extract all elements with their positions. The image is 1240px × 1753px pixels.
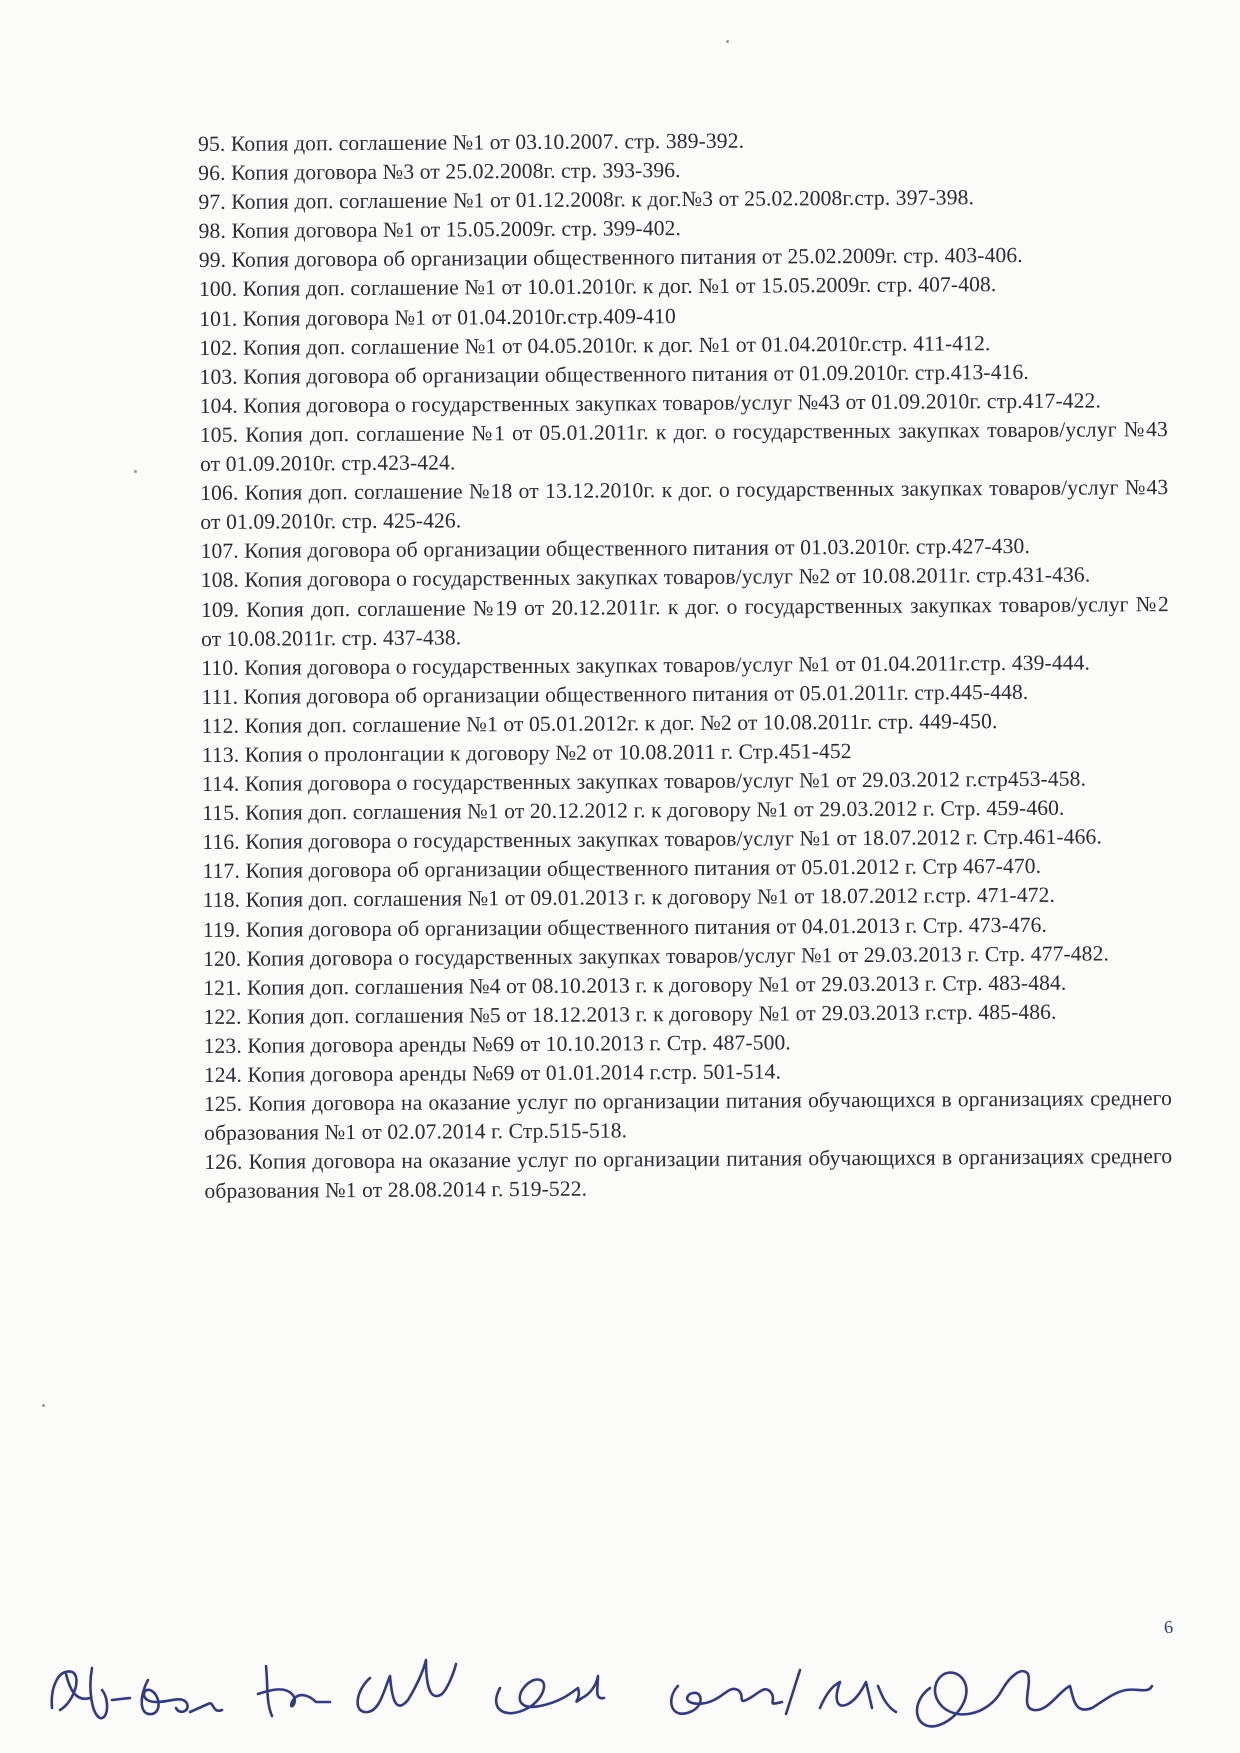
list-item: 122. Копия доп. соглашения №5 от 18.12.2013 г. к договору №1 от 29.03.2013 г.стр. 485-486. — [203, 999, 1057, 1029]
list-item: 104. Копия договора о государственных закупках товаров/услуг №43 от 01.09.2010г. стр.417-422. — [199, 388, 1101, 418]
page-number: 6 — [1163, 1616, 1174, 1638]
list-item: 103. Копия договора об организации общественного питания от 01.09.2010г. стр.413-416. — [199, 359, 1029, 389]
list-item: 121. Копия доп. соглашения №4 от 08.10.2013 г. к договору №1 от 29.03.2013 г. Стр. 483-484. — [203, 970, 1067, 1000]
list-item: 99. Копия договора об организации общественного питания от 25.02.2009г. стр. 403-406. — [198, 243, 1023, 273]
list-item: 112. Копия доп. соглашение №1 от 05.01.2012г. к дог. №2 от 10.08.2011г. стр. 449-450. — [201, 709, 998, 738]
list-item: 125. Копия договора на оказание услуг по организации питания обучающихся в организациях среднего образования №1 от 02.07.2014 г. Стр.515-518. — [203, 1086, 1173, 1146]
signature-mark — [820, 1682, 896, 1712]
list-item: 119. Копия договора об организации общественного питания от 04.01.2013 г. Стр. 473-476. — [202, 912, 1048, 942]
scan-speck — [726, 40, 729, 43]
list-item: 118. Копия доп. соглашения №1 от 09.01.2013 г. к договору №1 от 18.07.2012 г.стр. 471-472. — [202, 883, 1056, 913]
document-list — [198, 124, 1173, 1206]
scan-speck — [134, 470, 137, 473]
list-item: 97. Копия доп. соглашение №1 от 01.12.2008г. к дог.№3 от 25.02.2008г.стр. 397-398. — [198, 185, 975, 215]
list-item: 114. Копия договора о государственных закупках товаров/услуг №1 от 29.03.2012 г.стр453-458. — [201, 766, 1087, 797]
list-item: 111. Копия договора об организации общественного питания от 05.01.2011г. стр.445-448. — [201, 679, 1029, 709]
list-item: 113. Копия о пролонгации к договору №2 от 10.08.2011 г. Стр.451-452 — [201, 738, 852, 767]
list-item: 120. Копия договора о государственных закупках товаров/услуг №1 от 29.03.2013 г. Стр. 477-482. — [202, 941, 1110, 971]
list-item: 123. Копия договора аренды №69 от 10.10.2013 г. Стр. 487-500. — [203, 1030, 791, 1058]
list-item: 115. Копия доп. соглашения №1 от 20.12.2012 г. к договору №1 от 29.03.2012 г. Стр. 459-460. — [202, 795, 1065, 826]
signature-mark — [358, 1660, 456, 1712]
list-item: 126. Копия договора на оказание услуг по организации питания обучающихся в организациях среднего образования №1 от 28.08.2014 г. 519-522. — [204, 1144, 1173, 1204]
list-item: 98. Копия договора №1 от 15.05.2009г. стр. 399-402. — [198, 216, 682, 244]
list-item: 107. Копия договора об организации общественного питания от 01.03.2010г. стр.427-430. — [200, 534, 1030, 564]
signature-mark — [142, 1680, 222, 1714]
scan-speck — [42, 1404, 45, 1407]
signature-mark — [671, 1670, 800, 1714]
list-item: 109. Копия доп. соглашение №19 от 20.12.2011г. к дог. о государственных закупках товаров/услуг №2 от 10.08.2011г. стр. 437-438. — [200, 591, 1169, 651]
list-item: 96. Копия договора №3 от 25.02.2008г. стр. 393-396. — [198, 158, 681, 186]
signature-mark — [917, 1671, 1152, 1726]
list-item: 95. Копия доп. соглашение №1 от 03.10.2007. стр. 389-392. — [198, 128, 745, 156]
signature-mark — [258, 1666, 330, 1716]
list-item: 110. Копия договора о государственных закупках товаров/услуг №1 от 01.04.2011г.стр. 439-444. — [201, 650, 1091, 680]
list-item: 100. Копия доп. соглашение №1 от 10.01.2010г. к дог. №1 от 15.05.2009г. стр. 407-408. — [198, 272, 997, 302]
list-item: 102. Копия доп. соглашение №1 от 04.05.2010г. к дог. №1 от 01.04.2010г.стр. 411-412. — [199, 330, 991, 360]
list-item: 116. Копия договора о государственных закупках товаров/услуг №1 от 18.07.2012 г. Стр.461-466. — [202, 824, 1102, 855]
list-item: 117. Копия договора об организации общественного питания от 05.01.2012 г. Стр 467-470. — [202, 854, 1042, 884]
list-item: 105. Копия доп. соглашение №1 от 05.01.2011г. к дог. о государственных закупках товаров/услуг №43 от 01.09.2010г. стр.423-424. — [199, 417, 1168, 477]
list-item: 108. Копия договора о государственных закупках товаров/услуг №2 от 10.08.2011г. стр.431-436. — [200, 562, 1091, 593]
signatures-area — [30, 1590, 1210, 1740]
signature-mark — [52, 1668, 130, 1718]
list-item: 124. Копия договора аренды №69 от 01.01.2014 г.стр. 501-514. — [203, 1059, 782, 1087]
list-item: 101. Копия договора №1 от 01.04.2010г.стр.409-410 — [199, 303, 676, 331]
signature-mark — [496, 1676, 604, 1713]
list-item: 106. Копия доп. соглашение №18 от 13.12.2010г. к дог. о государственных закупках товаров/услуг №43 от 01.09.2010г. стр. 425-426. — [200, 475, 1169, 535]
